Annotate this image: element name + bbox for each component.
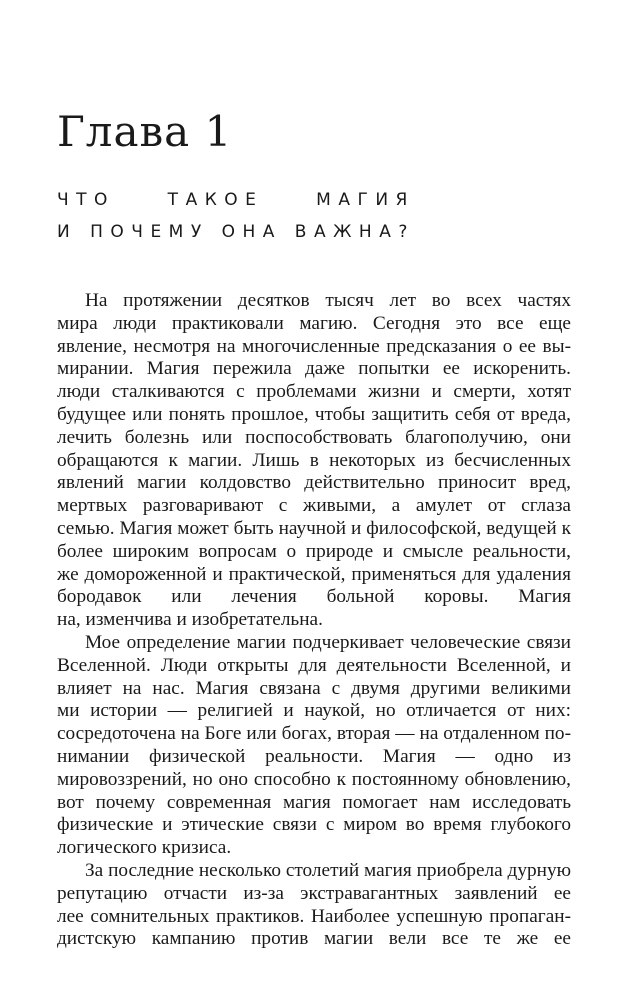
paragraph [57, 860, 571, 951]
text-line: физические и этические связи с миром во время глубокого [57, 814, 571, 836]
text-line: сосредоточена на Боге или богах, вторая — на отдаленном по- [57, 723, 571, 745]
text-line: люди сталкиваются с проблемами жизни и смерти, хотят [57, 381, 571, 403]
text-line: логического кризиса. [57, 837, 232, 859]
text-line: обращаются к магии. Лишь в некоторых из бесчисленных [57, 449, 571, 471]
text-line: явлений магии колдовство действительно приносит вред, [57, 472, 571, 494]
chapter-subtitle-line: ЧТО ТАКОЕ МАГИЯ [57, 190, 415, 210]
paragraph [57, 290, 571, 632]
text-line: более широким вопросам о природе и смысле реальности, [57, 540, 571, 562]
paragraph [57, 632, 571, 860]
text-line: дистскую кампанию против магии вели все те же ее [57, 928, 571, 950]
text-line: будущее или понять прошлое, чтобы защитить себя от вреда, [57, 403, 571, 425]
text-line: На протяжении десятков тысяч лет во всех частях [85, 290, 571, 311]
text-line: вот почему современная магия помогает нам исследовать [57, 791, 571, 813]
text-line: За последние несколько столетий магия приобрела дурную [85, 859, 571, 881]
text-line: на, изменчива и изобретательна. [57, 609, 323, 631]
text-line: влияет на нас. Магия связана с двумя другими великими [57, 677, 571, 699]
text-line: мира люди практиковали магию. Сегодня это все еще [57, 312, 571, 334]
text-line: мирании. Магия пережила даже попытки ее искоренить. [57, 358, 571, 380]
text-line: Вселенной. Люди открыты для деятельности Вселенной, и [57, 654, 571, 676]
text-line: мировоззрений, но оно способно к постоянному обновлению, [57, 768, 571, 790]
chapter-title: Глава 1 [57, 107, 233, 156]
text-line: лечить болезнь или поспособствовать благополучию, они [57, 426, 571, 448]
text-line: семью. Магия может быть научной и философской, ведущей к [57, 517, 571, 539]
text-line: репутацию отчасти из-за экстравагантных заявлений ее [57, 882, 571, 904]
text-line: же домороженной и практической, применяться для удаления [57, 563, 571, 585]
chapter-subtitle-line: И ПОЧЕМУ ОНА ВАЖНА? [57, 222, 415, 242]
text-line: Мое определение магии подчеркивает человеческие связи [85, 631, 571, 653]
text-line: ми истории — религией и наукой, но отличается от них: [57, 700, 571, 722]
text-line: нимании физической реальности. Магия — одно из [57, 745, 571, 767]
text-line: бородавок или лечения больной коровы. Магия [57, 586, 571, 608]
chapter-subtitle [57, 184, 415, 248]
text-line: явление, несмотря на многочисленные предсказания о ее вы- [57, 335, 571, 357]
body-text [57, 290, 571, 951]
text-line: мертвых разговаривают с живыми, а амулет от сглаза [57, 495, 571, 517]
text-line: лее сомнительных практиков. Наиболее успешную пропаган- [57, 905, 571, 927]
